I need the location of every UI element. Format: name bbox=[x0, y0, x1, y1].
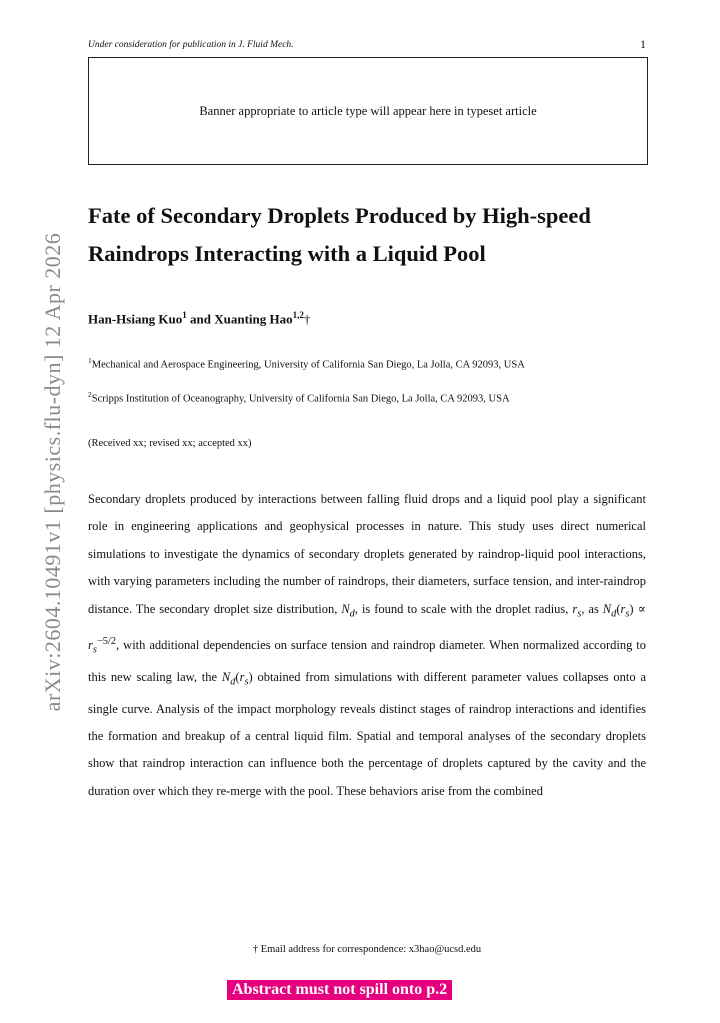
banner-placeholder bbox=[88, 57, 648, 165]
correspondence-footnote: † Email address for correspondence: x3hao@ucsd.edu bbox=[252, 944, 482, 955]
author-affiliation-mark: 1,2 bbox=[292, 310, 304, 320]
page-number: 1 bbox=[640, 37, 646, 51]
author-name: Xuanting Hao bbox=[214, 311, 293, 327]
abstract bbox=[88, 486, 646, 805]
math-scaling-law: $N_d(r_s) \propto r_s^{-5/2}$ bbox=[88, 601, 646, 656]
affiliation bbox=[88, 390, 510, 405]
math-nd: $N_d$ bbox=[341, 601, 355, 620]
affiliation-text: Scripps Institution of Oceanography, University of California San Diego, La Jolla, CA 92093, USA bbox=[91, 393, 510, 405]
author-separator: and bbox=[186, 311, 215, 327]
affiliation bbox=[88, 356, 525, 371]
received-dates: (Received xx; revised xx; accepted xx) bbox=[88, 438, 252, 449]
arxiv-identifier-stamp: arXiv:2604.10491v1 [physics.flu-dyn] 12 Apr 2026 bbox=[40, 232, 65, 712]
math-rs: $r_s$ bbox=[572, 601, 582, 620]
corresponding-author-mark: † bbox=[303, 311, 311, 327]
paper-title: Fate of Secondary Droplets Produced by High-speed Raindrops Interacting with a Liquid Pool bbox=[88, 203, 591, 266]
author-list bbox=[88, 310, 310, 327]
affiliation-text: Mechanical and Aerospace Engineering, University of California San Diego, La Jolla, CA 92093, USA bbox=[91, 359, 525, 371]
author-name: Han-Hsiang Kuo bbox=[88, 311, 183, 327]
banner-text: Banner appropriate to article type will appear here in typeset article bbox=[199, 103, 537, 118]
affiliation-mark: 2 bbox=[88, 390, 92, 399]
running-head: Under consideration for publication in J. Fluid Mech. bbox=[88, 40, 294, 50]
author-affiliation-mark: 1 bbox=[182, 310, 187, 320]
affiliation-mark: 1 bbox=[88, 356, 92, 365]
abstract-text: Secondary droplets produced by interactions between falling fluid drops and a liquid pool play a significant role in engineering applications and geophysical processes in nature. This study uses direct numerical simulations to investigate the dynamics of secondary droplets generated by raindrop-liquid pool interactions, with varying parameters including the number of raindrops, their diameters, surface tension, and inter-raindrop distance. The secondary droplet size distribution, $N_d$, is found to scale with the droplet radius, $r_s$, as $N_d(r_s) \propto r_s^{-5/2}$, with additional dependencies on surface tension and raindrop diameter. When normalized according to this new scaling law, the $N_d(r_s)$ obtained from simulations with different parameter values collapses onto a single curve. Analysis of the impact morphology reveals distinct stages of raindrop interactions and identifies the formation and breakup of a central liquid film. Spatial and temporal analyses of the secondary droplets show that raindrop interaction can influence both the percentage of droplets captured by the cavity and the duration over which they re-merge with the pool. These behaviors arise from the combined bbox=[88, 492, 646, 798]
overflow-warning-badge: Abstract must not spill onto p.2 bbox=[227, 980, 452, 1000]
math-nd-rs: $N_d(r_s)$ bbox=[221, 669, 253, 688]
